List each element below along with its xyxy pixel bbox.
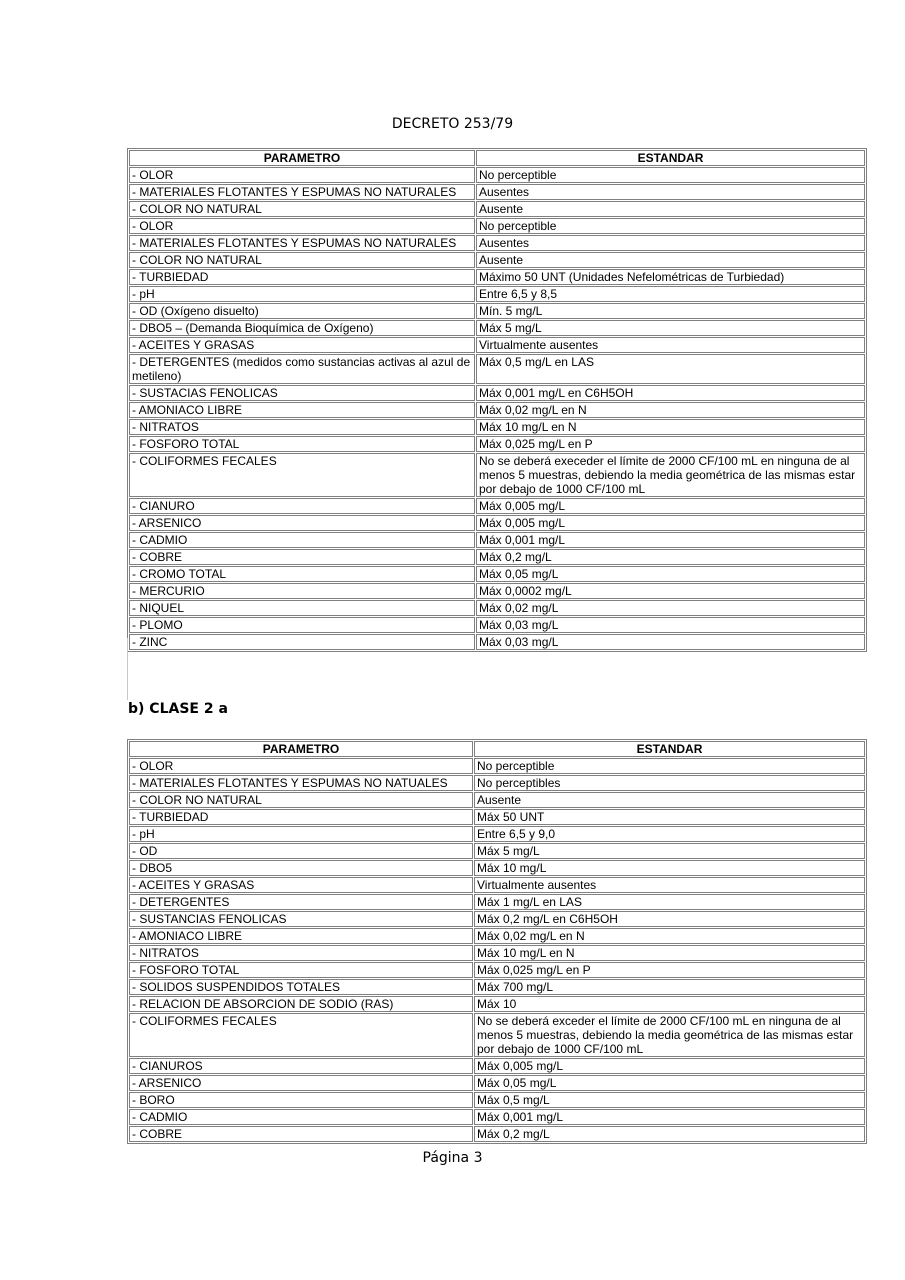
table-row <box>129 320 865 336</box>
standard-cell: Máx 10 <box>474 996 865 1012</box>
parameter-cell: - SUSTANCIAS FENOLICAS <box>129 911 473 927</box>
parameter-cell: - FOSFORO TOTAL <box>129 962 473 978</box>
table-row <box>129 549 865 565</box>
standard-cell: Máx 0,001 mg/L en C6H5OH <box>476 385 865 401</box>
standard-cell: Máximo 50 UNT (Unidades Nefelométricas de Turbiedad) <box>476 269 865 285</box>
document-title: DECRETO 253/79 <box>391 116 514 132</box>
parameter-cell: - COBRE <box>129 549 475 565</box>
parameter-cell: - MATERIALES FLOTANTES Y ESPUMAS NO NATURALES <box>129 184 475 200</box>
table-row <box>129 1126 865 1142</box>
header-parametro: PARAMETRO <box>129 150 475 166</box>
parameter-cell: - COLIFORMES FECALES <box>129 1013 473 1057</box>
standard-cell: Ausentes <box>476 184 865 200</box>
standard-cell: Máx 0,001 mg/L <box>476 532 865 548</box>
parameter-cell: - OD (Oxígeno disuelto) <box>129 303 475 319</box>
table-row <box>129 634 865 650</box>
parameter-cell: - FOSFORO TOTAL <box>129 436 475 452</box>
standard-cell: Máx 0,03 mg/L <box>476 634 865 650</box>
table-row <box>129 1075 865 1091</box>
table-row <box>129 402 865 418</box>
parameter-cell: - AMONIACO LIBRE <box>129 402 475 418</box>
parameter-cell: - pH <box>129 286 475 302</box>
standard-cell: Máx 0,02 mg/L <box>476 600 865 616</box>
standard-cell: Máx 0,5 mg/L en LAS <box>476 354 865 384</box>
parameter-cell: - ACEITES Y GRASAS <box>129 337 475 353</box>
standard-cell: Máx 0,05 mg/L <box>476 566 865 582</box>
standard-cell: Máx 10 mg/L en N <box>476 419 865 435</box>
parameter-cell: - COLOR NO NATURAL <box>129 252 475 268</box>
table-row <box>129 252 865 268</box>
table-row <box>129 911 865 927</box>
table-row <box>129 354 865 384</box>
table-row <box>129 269 865 285</box>
standard-cell: Virtualmente ausentes <box>476 337 865 353</box>
table-row <box>129 515 865 531</box>
table-row <box>129 303 865 319</box>
standard-cell: Máx 0,0002 mg/L <box>476 583 865 599</box>
table-row <box>129 286 865 302</box>
standard-cell: Máx 0,03 mg/L <box>476 617 865 633</box>
standard-cell: No perceptibles <box>474 775 865 791</box>
table-row <box>129 1013 865 1057</box>
table-row <box>129 235 865 251</box>
parameter-cell: - DBO5 – (Demanda Bioquímica de Oxígeno) <box>129 320 475 336</box>
parameter-cell: - CIANURO <box>129 498 475 514</box>
parameter-cell: - OLOR <box>129 758 473 774</box>
table-row <box>129 843 865 859</box>
standard-cell: No perceptible <box>476 167 865 183</box>
table-row <box>129 201 865 217</box>
table-row <box>129 453 865 497</box>
table-row <box>129 532 865 548</box>
parameter-cell: - NIQUEL <box>129 600 475 616</box>
table-row <box>129 167 865 183</box>
parameter-cell: - DETERGENTES <box>129 894 473 910</box>
standard-cell: Máx 5 mg/L <box>476 320 865 336</box>
standard-cell: Máx 0,005 mg/L <box>474 1058 865 1074</box>
page-number: Página 3 <box>422 1150 483 1166</box>
standard-cell: Máx 0,2 mg/L <box>474 1126 865 1142</box>
parameter-cell: - ARSENICO <box>129 1075 473 1091</box>
table-row <box>129 218 865 234</box>
parameter-cell: - SUSTACIAS FENOLICAS <box>129 385 475 401</box>
table-row <box>129 945 865 961</box>
standard-cell: Máx 1 mg/L en LAS <box>474 894 865 910</box>
parameter-cell: - pH <box>129 826 473 842</box>
parameter-cell: - NITRATOS <box>129 419 475 435</box>
table-row <box>129 337 865 353</box>
parameter-cell: - OLOR <box>129 167 475 183</box>
table-row <box>129 184 865 200</box>
table-body <box>129 758 865 1142</box>
standard-cell: Mín. 5 mg/L <box>476 303 865 319</box>
table-row <box>129 792 865 808</box>
parameter-cell: - ARSENICO <box>129 515 475 531</box>
table-row <box>129 385 865 401</box>
table-row <box>129 928 865 944</box>
table-header-row <box>129 150 865 166</box>
parameter-cell: - ZINC <box>129 634 475 650</box>
parameter-cell: - OLOR <box>129 218 475 234</box>
table-row <box>129 809 865 825</box>
standard-cell: Máx 0,2 mg/L <box>476 549 865 565</box>
table-row <box>129 1058 865 1074</box>
table-row <box>129 419 865 435</box>
standard-cell: Máx 0,02 mg/L en N <box>474 928 865 944</box>
table-row <box>129 600 865 616</box>
parameter-cell: - COLOR NO NATURAL <box>129 792 473 808</box>
standard-cell: Entre 6,5 y 9,0 <box>474 826 865 842</box>
parameter-cell: - SOLIDOS SUSPENDIDOS TOTALES <box>129 979 473 995</box>
standard-cell: Máx 10 mg/L <box>474 860 865 876</box>
standards-table-1 <box>127 148 867 652</box>
parameter-cell: - NITRATOS <box>129 945 473 961</box>
table-row <box>129 962 865 978</box>
standards-table-2 <box>127 739 867 1144</box>
table-header-row <box>129 741 865 757</box>
parameter-cell: - BORO <box>129 1092 473 1108</box>
parameter-cell: - AMONIACO LIBRE <box>129 928 473 944</box>
standard-cell: Entre 6,5 y 8,5 <box>476 286 865 302</box>
parameter-cell: - MERCURIO <box>129 583 475 599</box>
parameter-cell: - RELACION DE ABSORCION DE SODIO (RAS) <box>129 996 473 1012</box>
parameter-cell: - CROMO TOTAL <box>129 566 475 582</box>
table-row <box>129 436 865 452</box>
standard-cell: Máx 700 mg/L <box>474 979 865 995</box>
parameter-cell: - DETERGENTES (medidos como sustancias activas al azul de metileno) <box>129 354 475 384</box>
standard-cell: Máx 0,025 mg/L en P <box>474 962 865 978</box>
standard-cell: Máx 0,2 mg/L en C6H5OH <box>474 911 865 927</box>
parameter-cell: - TURBIEDAD <box>129 269 475 285</box>
table-row <box>129 894 865 910</box>
standard-cell: Ausente <box>476 201 865 217</box>
header-estandar: ESTANDAR <box>476 150 865 166</box>
standard-cell: Máx 0,5 mg/L <box>474 1092 865 1108</box>
standard-cell: No perceptible <box>474 758 865 774</box>
standard-cell: Máx 5 mg/L <box>474 843 865 859</box>
parameter-cell: - COLIFORMES FECALES <box>129 453 475 497</box>
table-row <box>129 775 865 791</box>
table-row <box>129 1109 865 1125</box>
standard-cell: Máx 0,001 mg/L <box>474 1109 865 1125</box>
table-clase-2a-wrapper <box>127 739 854 1141</box>
table-row <box>129 583 865 599</box>
standard-cell: No se deberá exceder el límite de 2000 CF/100 mL en ninguna de al menos 5 muestras, debiendo la media geométrica de las mismas estar por debajo de 1000 CF/100 mL <box>474 1013 865 1057</box>
table-row <box>129 860 865 876</box>
parameter-cell: - COBRE <box>129 1126 473 1142</box>
standard-cell: Máx 0,005 mg/L <box>476 498 865 514</box>
standard-cell: Máx 0,005 mg/L <box>476 515 865 531</box>
table-row <box>129 617 865 633</box>
parameter-cell: - PLOMO <box>129 617 475 633</box>
header-estandar: ESTANDAR <box>474 741 865 757</box>
parameter-cell: - MATERIALES FLOTANTES Y ESPUMAS NO NATUALES <box>129 775 473 791</box>
parameter-cell: - CADMIO <box>129 1109 473 1125</box>
standard-cell: Ausente <box>474 792 865 808</box>
standard-cell: No perceptible <box>476 218 865 234</box>
parameter-cell: - ACEITES Y GRASAS <box>129 877 473 893</box>
standard-cell: No se deberá execeder el límite de 2000 CF/100 mL en ninguna de al menos 5 muestras, debiendo la media geométrica de las mismas estar por debajo de 1000 CF/100 mL <box>476 453 865 497</box>
table-row <box>129 979 865 995</box>
parameter-cell: - DBO5 <box>129 860 473 876</box>
standard-cell: Máx 0,025 mg/L en P <box>476 436 865 452</box>
standard-cell: Máx 10 mg/L en N <box>474 945 865 961</box>
standard-cell: Máx 50 UNT <box>474 809 865 825</box>
section-heading-clase-2a: b) CLASE 2 a <box>128 701 228 717</box>
parameter-cell: - CADMIO <box>129 532 475 548</box>
table-row <box>129 1092 865 1108</box>
table-row <box>129 996 865 1012</box>
table-row <box>129 498 865 514</box>
header-parametro: PARAMETRO <box>129 741 473 757</box>
table-row <box>129 877 865 893</box>
standard-cell: Ausente <box>476 252 865 268</box>
table-row <box>129 566 865 582</box>
table-border-continuation <box>127 638 128 700</box>
parameter-cell: - CIANUROS <box>129 1058 473 1074</box>
table-row <box>129 826 865 842</box>
standard-cell: Máx 0,05 mg/L <box>474 1075 865 1091</box>
standard-cell: Virtualmente ausentes <box>474 877 865 893</box>
table-body <box>129 167 865 650</box>
table-clase-1-wrapper <box>127 148 856 649</box>
parameter-cell: - MATERIALES FLOTANTES Y ESPUMAS NO NATURALES <box>129 235 475 251</box>
standard-cell: Ausentes <box>476 235 865 251</box>
parameter-cell: - COLOR NO NATURAL <box>129 201 475 217</box>
standard-cell: Máx 0,02 mg/L en N <box>476 402 865 418</box>
table-row <box>129 758 865 774</box>
parameter-cell: - OD <box>129 843 473 859</box>
parameter-cell: - TURBIEDAD <box>129 809 473 825</box>
